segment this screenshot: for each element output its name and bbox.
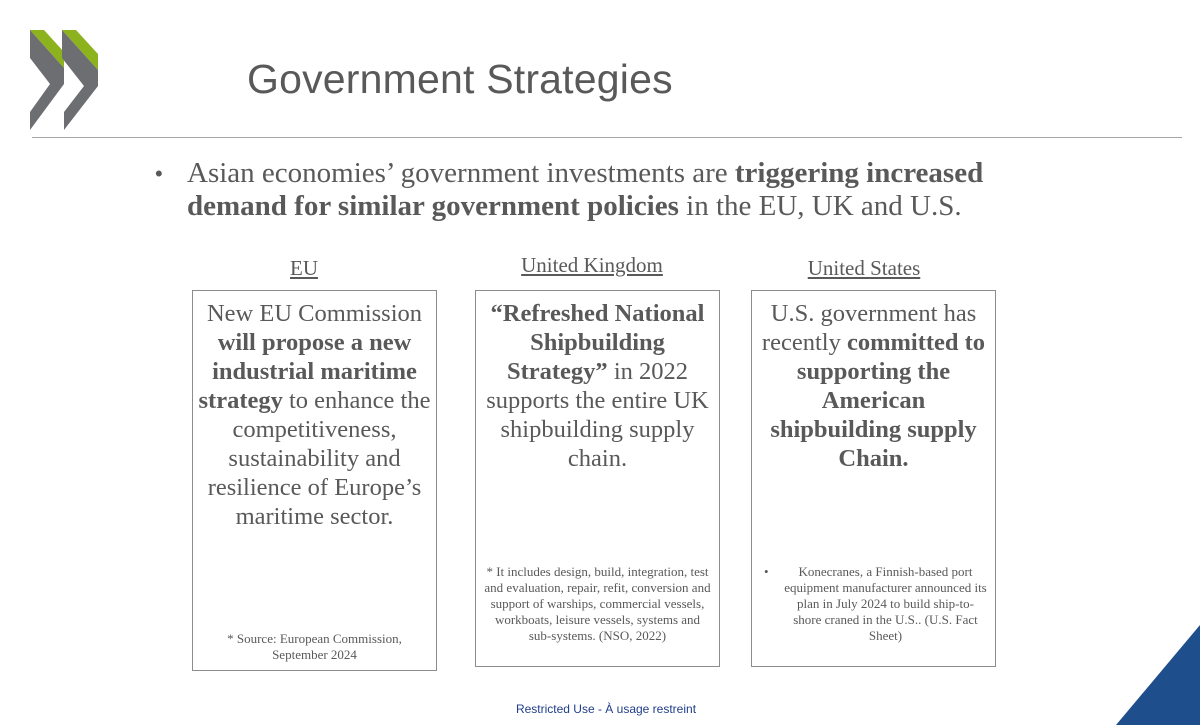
heading-eu: EU bbox=[290, 256, 318, 280]
us-text-1: U.S. government has recently bbox=[761, 300, 977, 356]
eu-text-bold: will propose a new industrial maritime strategy bbox=[198, 329, 417, 414]
oecd-logo-icon bbox=[28, 28, 100, 134]
slide-title: Government Strategies bbox=[247, 56, 673, 102]
us-footnote-text: Konecranes, a Finnish-based port equipment manufacturer announced its plan in July 2024 to build ship-to-shore craned in the U.S.. (U.S. Fact Sheet) bbox=[784, 564, 987, 643]
uk-text-bold: “Refreshed National Shipbuilding Strategy” bbox=[490, 300, 705, 385]
corner-triangle-icon bbox=[1116, 625, 1200, 725]
main-bullet-text bbox=[187, 157, 1047, 223]
bullet-dot-icon: • bbox=[155, 161, 163, 186]
eu-source-note: * Source: European Commission, September 2024 bbox=[227, 631, 402, 662]
restricted-use-label: Restricted Use - À usage restreint bbox=[515, 702, 697, 716]
bullet-text-part1: Asian economies’ government investments are bbox=[187, 157, 735, 189]
bullet-text-part2: in the EU, UK and U.S. bbox=[678, 190, 962, 222]
eu-box bbox=[192, 290, 437, 671]
bullet-text-bold: triggering increased demand for similar government policies bbox=[187, 157, 984, 222]
us-footnote bbox=[760, 564, 987, 644]
eu-text-2: to enhance the competitiveness, sustainability and resilience of Europe’s maritime sector. bbox=[207, 387, 431, 530]
uk-footnote: * It includes design, build, integration, test and evaluation, repair, refit, conversion and support of warships, commercial vessels, workboats, leisure vessels, systems and sub-systems. (NSO, 2022) bbox=[484, 564, 711, 643]
us-text-bold: committed to supporting the American shipbuilding supply Chain. bbox=[770, 329, 986, 472]
heading-uk: United Kingdom bbox=[521, 253, 663, 277]
uk-main-text bbox=[480, 299, 715, 473]
uk-box bbox=[475, 290, 720, 667]
eu-main-text bbox=[197, 299, 432, 531]
heading-us: United States bbox=[807, 256, 921, 280]
title-divider bbox=[32, 137, 1182, 138]
us-box bbox=[751, 290, 996, 667]
us-main-text bbox=[756, 299, 991, 473]
eu-text-1: New EU Commission bbox=[206, 300, 423, 327]
uk-text-1: in 2022 supports the entire UK shipbuilding supply chain. bbox=[486, 358, 709, 472]
note-bullet-icon: • bbox=[764, 564, 769, 579]
